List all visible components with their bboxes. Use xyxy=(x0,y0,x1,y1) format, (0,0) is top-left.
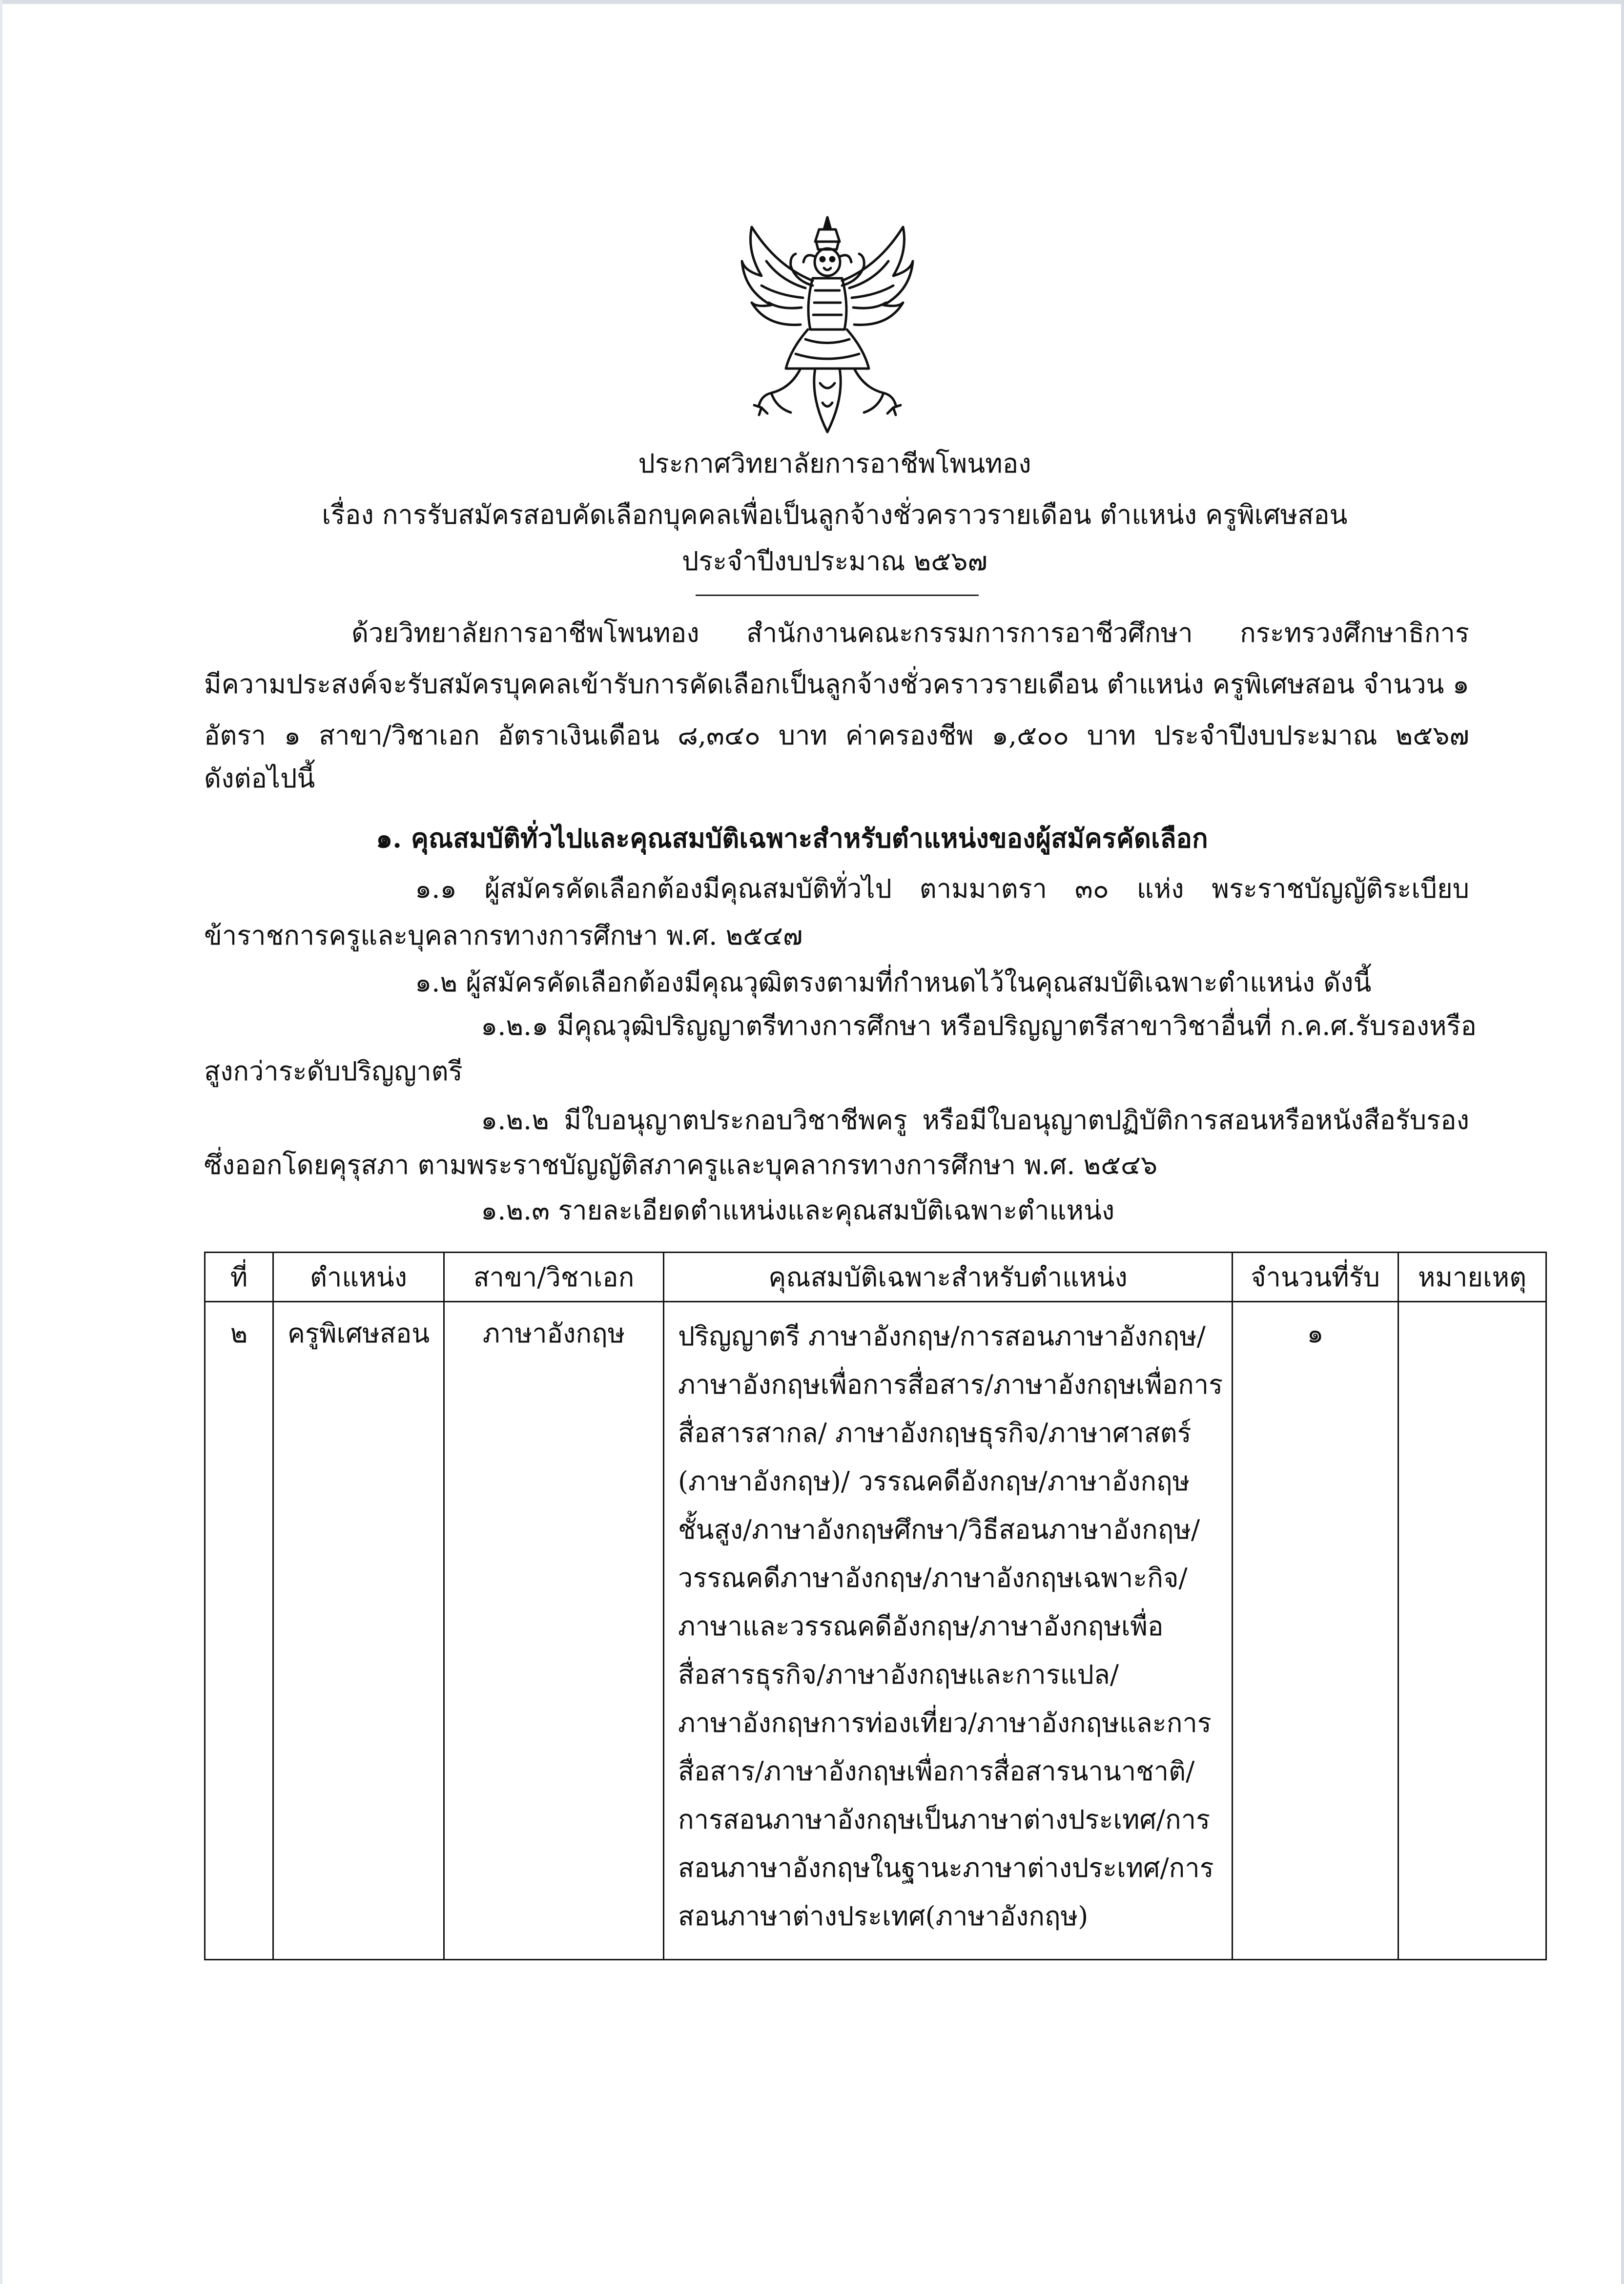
item-1-2-2-line-1: ๑.๒.๒ มีใบอนุญาตประกอบวิชาชีพครู หรือมีใบอนุญาตปฏิบัติการสอนหรือหนังสือรับรอง xyxy=(481,1105,1469,1135)
intro-line-2: มีความประสงค์จะรับสมัครบุคคลเข้ารับการคัดเลือกเป็นลูกจ้างชั่วคราวรายเดือน ตำแหน่ง ครูพิเศษสอน จำนวน ๑ xyxy=(204,669,1469,700)
cell-no: ๒ xyxy=(205,1302,273,1960)
item-1-2-3: ๑.๒.๓ รายละเอียดตำแหน่งและคุณสมบัติเฉพาะตำแหน่ง xyxy=(481,1195,1115,1226)
page-edge-top xyxy=(0,0,1624,4)
qualification-line: สอนภาษาต่างประเทศ(ภาษาอังกฤษ) xyxy=(678,1901,1089,1932)
cell-position: ครูพิเศษสอน xyxy=(273,1302,444,1960)
qualification-line: สื่อสารธุรกิจ/ภาษาอังกฤษและการแปล/ xyxy=(678,1659,1119,1690)
header-count: จำนวนที่รับ xyxy=(1233,1253,1398,1302)
item-1-2-1-line-2: สูงกว่าระดับปริญญาตรี xyxy=(204,1056,463,1087)
header-no: ที่ xyxy=(205,1253,273,1302)
qualification-line: สื่อสาร/ภาษาอังกฤษเพื่อการสื่อสารนานาชาติ/ xyxy=(678,1756,1195,1787)
header-major: สาขา/วิชาเอก xyxy=(444,1253,664,1302)
cell-qualifications xyxy=(664,1302,1233,1960)
qualification-line: ภาษาอังกฤษเพื่อการสื่อสาร/ภาษาอังกฤษเพื่อการ xyxy=(678,1369,1223,1400)
header-position: ตำแหน่ง xyxy=(273,1253,444,1302)
item-1-2: ๑.๒ ผู้สมัครคัดเลือกต้องมีคุณวุฒิตรงตามที่กำหนดไว้ในคุณสมบัติเฉพาะตำแหน่ง ดังนี้ xyxy=(415,967,1372,998)
announcement-fiscal-year: ประจำปีงบประมาณ ๒๕๖๗ xyxy=(682,546,987,576)
table-header-row xyxy=(205,1253,1546,1302)
item-1-2-2-line-2: ซึ่งออกโดยคุรุสภา ตามพระราชบัญญัติสภาครูและบุคลากรทางการศึกษา พ.ศ. ๒๕๔๖ xyxy=(204,1150,1158,1180)
page-edge-left xyxy=(0,0,2,2284)
qualification-line: ภาษาอังกฤษการท่องเที่ยว/ภาษาอังกฤษและการ xyxy=(678,1708,1212,1738)
item-1-2-1-line-1: ๑.๒.๑ มีคุณวุฒิปริญญาตรีทางการศึกษา หรือปริญญาตรีสาขาวิชาอื่นที่ ก.ค.ศ.รับรองหรือ xyxy=(481,1010,1477,1041)
qualification-line: วรรณคดีภาษาอังกฤษ/ภาษาอังกฤษเฉพาะกิจ/ xyxy=(678,1563,1188,1593)
header-divider xyxy=(696,595,979,596)
section-1-heading: ๑. คุณสมบัติทั่วไปและคุณสมบัติเฉพาะสำหรับตำแหน่งของผู้สมัครคัดเลือก xyxy=(376,823,1208,854)
qualification-line: สอนภาษาอังกฤษในฐานะภาษาต่างประเทศ/การ xyxy=(678,1852,1214,1883)
qualification-line: ชั้นสูง/ภาษาอังกฤษศึกษา/วิธีสอนภาษาอังกฤษ/ xyxy=(678,1514,1200,1545)
intro-line-3: อัตรา ๑ สาขา/วิชาเอก อัตราเงินเดือน ๘,๓๔๐ บาท ค่าครองชีพ ๑,๕๐๐ บาท ประจำปีงบประมาณ ๒๕๖๗ xyxy=(204,720,1469,751)
announcement-subject: เรื่อง การรับสมัครสอบคัดเลือกบุคคลเพื่อเป็นลูกจ้างชั่วคราวรายเดือน ตำแหน่ง ครูพิเศษสอน xyxy=(322,499,1348,530)
cell-major: ภาษาอังกฤษ xyxy=(444,1302,664,1960)
qualification-line: สื่อสารสากล/ ภาษาอังกฤษธุรกิจ/ภาษาศาสตร์ xyxy=(678,1418,1192,1448)
cell-count: ๑ xyxy=(1233,1302,1398,1960)
item-1-1-line-1: ๑.๑ ผู้สมัครคัดเลือกต้องมีคุณสมบัติทั่วไป ตามมาตรา ๓๐ แห่ง พระราชบัญญัติระเบียบ xyxy=(415,873,1469,904)
qualification-line: การสอนภาษาอังกฤษเป็นภาษาต่างประเทศ/การ xyxy=(678,1804,1211,1835)
table-row xyxy=(205,1302,1546,1960)
header-remark: หมายเหตุ xyxy=(1398,1253,1546,1302)
page-edge-right xyxy=(1621,0,1624,2284)
qualification-line: (ภาษาอังกฤษ)/ วรรณคดีอังกฤษ/ภาษาอังกฤษ xyxy=(678,1466,1190,1497)
intro-line-4: ดังต่อไปนี้ xyxy=(204,763,315,794)
qualification-line: ภาษาและวรรณคดีอังกฤษ/ภาษาอังกฤษเพื่อ xyxy=(678,1611,1164,1642)
item-1-1-line-2: ข้าราชการครูและบุคลากรทางการศึกษา พ.ศ. ๒๕๔๗ xyxy=(204,920,803,951)
header-qualifications: คุณสมบัติเฉพาะสำหรับตำแหน่ง xyxy=(664,1253,1233,1302)
qualification-line: ปริญญาตรี ภาษาอังกฤษ/การสอนภาษาอังกฤษ/ xyxy=(678,1321,1206,1352)
position-table xyxy=(204,1252,1547,1960)
garuda-emblem-icon xyxy=(732,207,923,442)
intro-line-1: ด้วยวิทยาลัยการอาชีพโพนทอง สำนักงานคณะกรรมการการอาชีวศึกษา กระทรวงศึกษาธิการ xyxy=(351,617,1469,648)
cell-remark xyxy=(1398,1302,1546,1960)
announcement-title: ประกาศวิทยาลัยการอาชีพโพนทอง xyxy=(638,448,1031,479)
